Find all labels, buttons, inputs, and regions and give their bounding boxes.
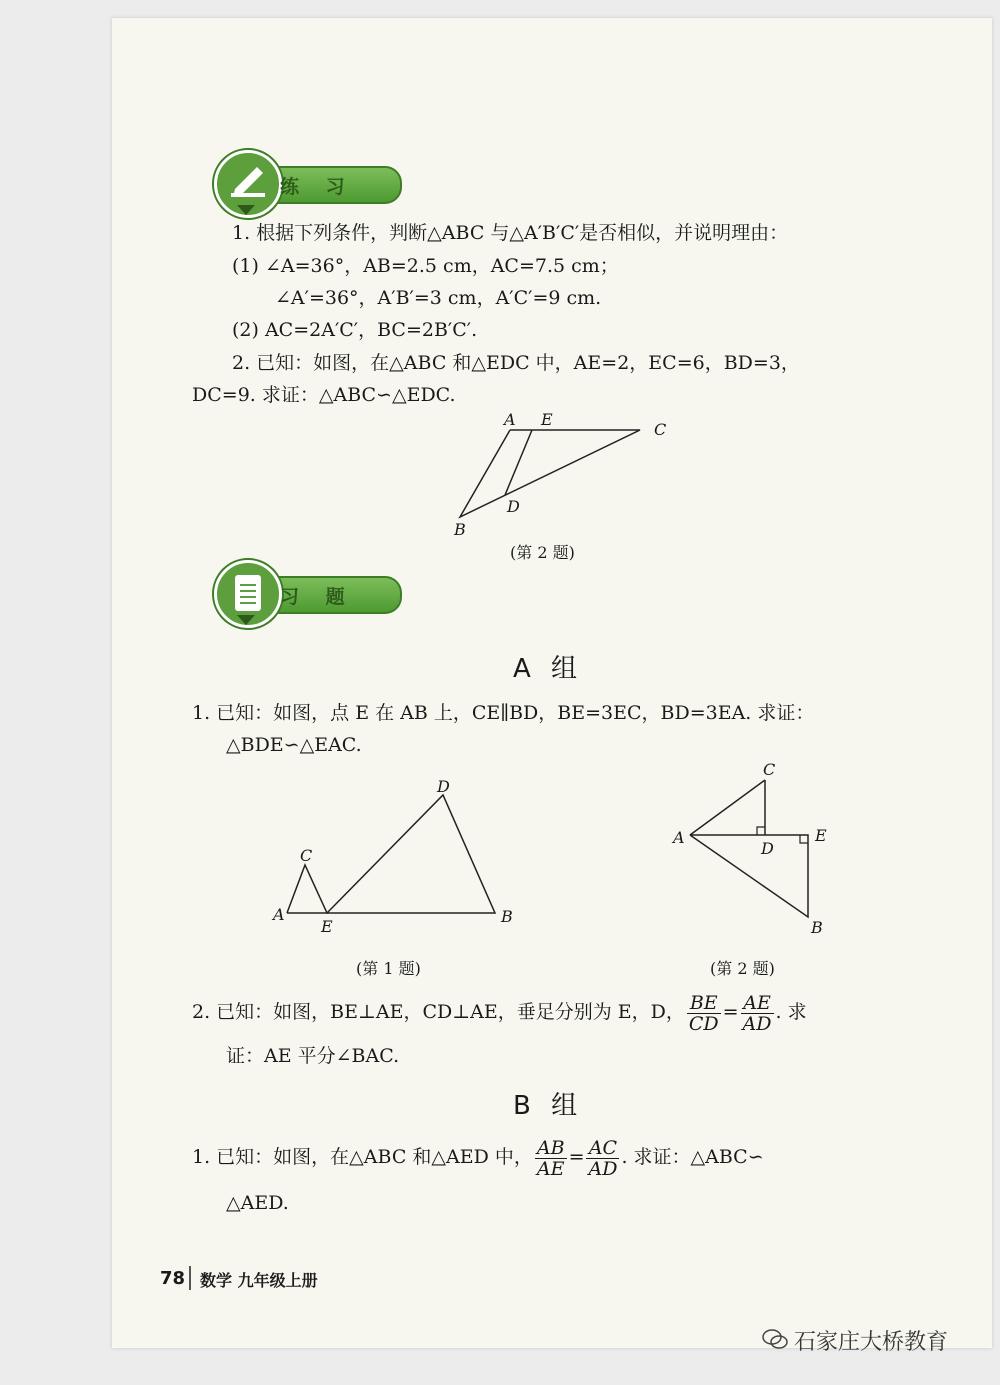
practice-q1-item1-line2: ∠A′=36°，A′B′=3 cm，A′C′=9 cm.	[275, 287, 602, 309]
practice-figure	[440, 405, 680, 545]
equals-sign: =	[722, 1001, 739, 1023]
fraction-denominator: AD	[588, 1157, 618, 1180]
page-number: 78	[160, 1268, 186, 1289]
group-a-title: A 组	[513, 654, 584, 684]
exercise-figure-1	[265, 770, 525, 940]
right-angle-d	[757, 827, 765, 835]
exercise-a2-post: . 求	[775, 1001, 807, 1023]
label-e: E	[815, 826, 827, 845]
triangle-bde	[327, 795, 495, 913]
exercise-b1-post: . 求证：△ABC∽	[621, 1146, 764, 1168]
practice-banner	[190, 160, 400, 212]
triangle-abc	[460, 430, 640, 517]
label-e: E	[321, 917, 333, 936]
exercise-figure-1-caption: (第 1 题)	[356, 959, 421, 978]
label-a: A	[273, 905, 285, 924]
equals-sign: =	[568, 1146, 585, 1168]
exercise-a2-pre: 2. 已知：如图，BE⊥AE，CD⊥AE，垂足分别为 E，D，	[192, 1001, 685, 1023]
fraction-numerator: AE	[741, 993, 774, 1014]
exercise-b1-line2: △AED.	[226, 1192, 289, 1214]
exercise-a1-line2: △BDE∽△EAC.	[226, 734, 362, 756]
fraction-denominator: AD	[742, 1012, 772, 1035]
fraction-ab-ae	[535, 1138, 567, 1179]
practice-figure-caption: (第 2 题)	[510, 543, 575, 562]
exercise-figure-2-caption: (第 2 题)	[710, 959, 775, 978]
practice-q1-item1-line1: (1) ∠A=36°，AB=2.5 cm，AC=7.5 cm；	[232, 255, 619, 277]
exercise-a1-line1: 1. 已知：如图，点 E 在 AB 上，CE∥BD，BE=3EC，BD=3EA. 求证：	[192, 702, 815, 724]
exercise-b1-line1	[192, 1133, 764, 1181]
fraction-ac-ad	[586, 1138, 619, 1179]
practice-q2-line2: DC=9. 求证：△ABC∽△EDC.	[192, 384, 456, 406]
exercise-figure-2	[665, 755, 845, 940]
banner-arrow-icon	[237, 615, 255, 625]
fraction-denominator: AE	[536, 1157, 565, 1180]
fraction-denominator: CD	[688, 1012, 719, 1035]
watermark-text: 石家庄大桥教育	[794, 1330, 949, 1355]
label-b: B	[501, 907, 513, 926]
footer-divider	[189, 1266, 191, 1290]
banner-arrow-icon	[237, 205, 255, 215]
triangle-aeb	[690, 835, 808, 917]
exercise-a2-line2: 证：AE 平分∠BAC.	[226, 1045, 400, 1067]
exercises-banner	[190, 570, 400, 622]
practice-q1-intro: 1. 根据下列条件，判断△ABC 与△A′B′C′是否相似，并说明理由：	[232, 222, 789, 244]
fraction-numerator: BE	[687, 993, 721, 1014]
fraction-numerator: AC	[586, 1138, 619, 1159]
label-c: C	[300, 846, 313, 865]
label-d: D	[437, 777, 450, 796]
fraction-be-cd	[687, 993, 721, 1034]
practice-q1-item2: (2) AC=2A′C′，BC=2B′C′.	[232, 319, 478, 341]
label-a: A	[673, 828, 685, 847]
segment-ed	[505, 430, 532, 495]
label-c: C	[654, 420, 667, 439]
right-angle-e	[800, 835, 808, 843]
label-b: B	[454, 520, 466, 539]
exercise-b1-pre: 1. 已知：如图，在△ABC 和△AED 中，	[192, 1146, 533, 1168]
label-b: B	[811, 918, 823, 937]
exercise-a2-line1	[192, 988, 807, 1036]
group-b-title: B 组	[513, 1091, 584, 1121]
fraction-ae-ad	[741, 993, 774, 1034]
label-a: A	[504, 410, 516, 429]
book-title: 数学 九年级上册	[200, 1271, 318, 1290]
banner-title: 练 习	[280, 176, 355, 198]
banner-title: 习 题	[280, 586, 355, 608]
label-e: E	[541, 410, 553, 429]
wechat-icon	[762, 1328, 788, 1350]
label-d: D	[507, 497, 520, 516]
segment-ac	[690, 780, 765, 835]
fraction-numerator: AB	[536, 1136, 565, 1159]
label-d: D	[761, 839, 774, 858]
triangle-eac	[287, 865, 327, 913]
label-c: C	[763, 760, 776, 779]
practice-q2-line1: 2. 已知：如图，在△ABC 和△EDC 中，AE=2，EC=6，BD=3，	[232, 352, 800, 374]
